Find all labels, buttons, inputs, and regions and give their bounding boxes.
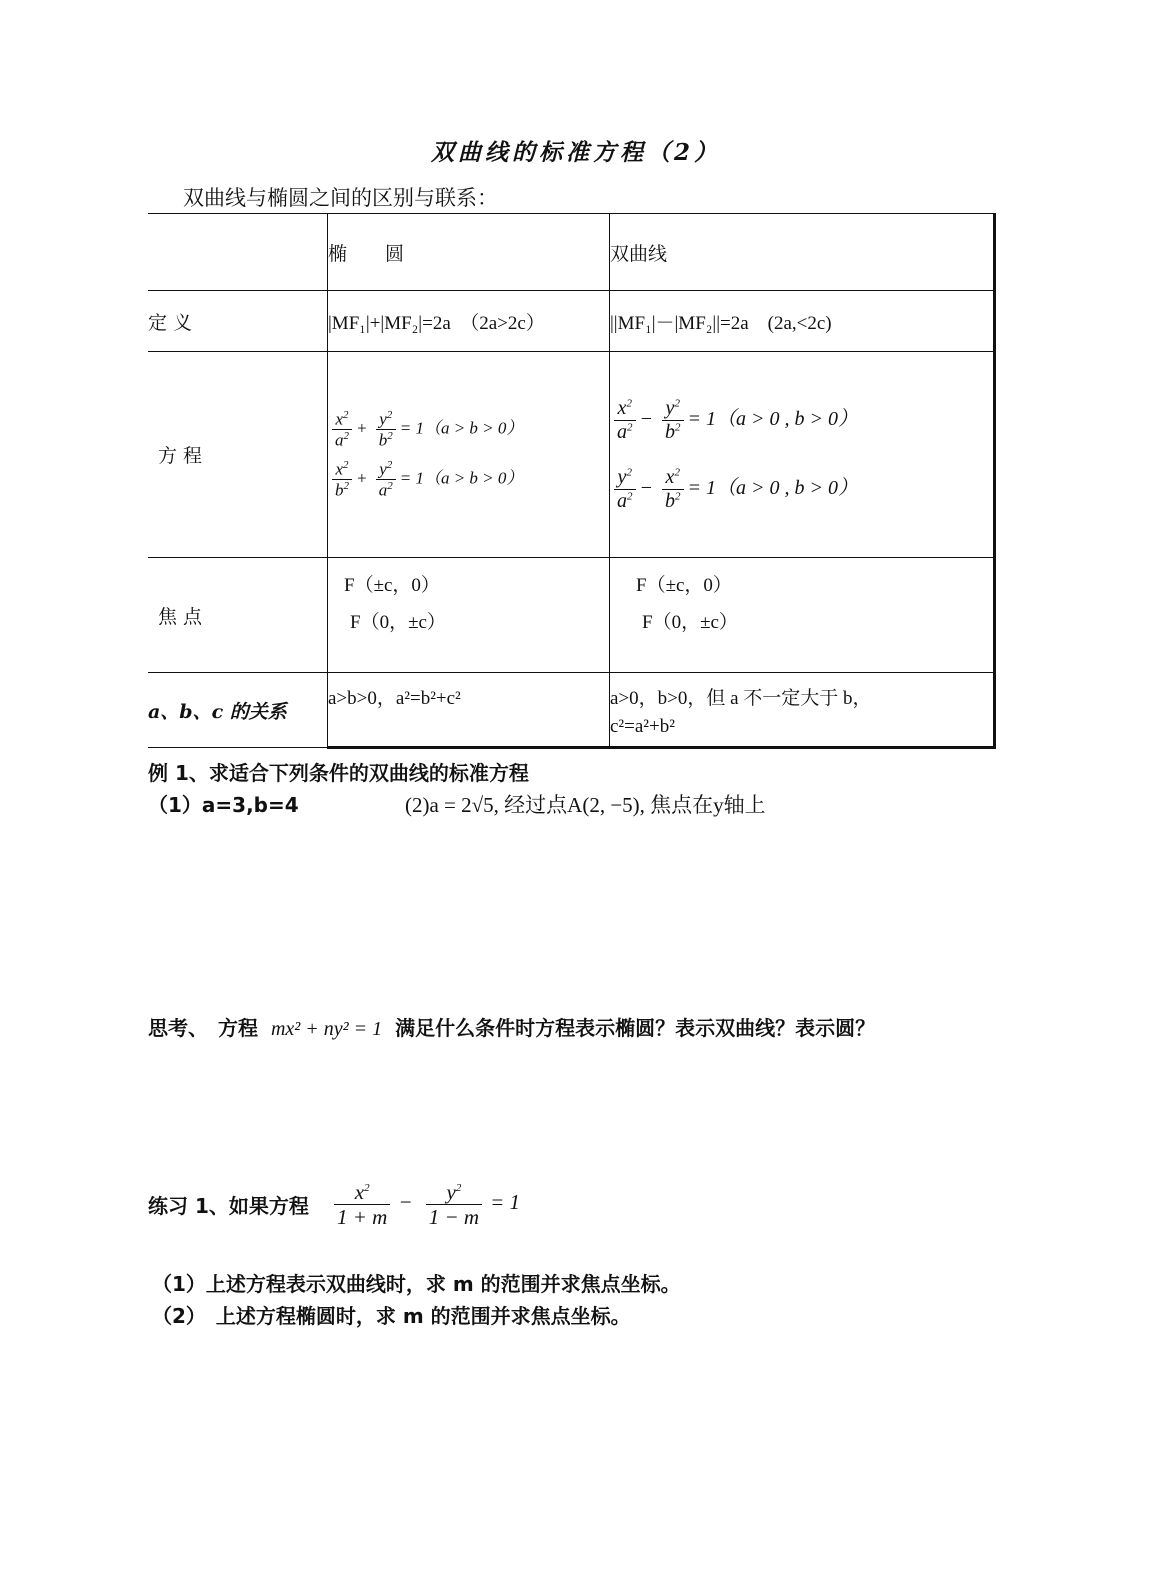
focus-ellipse-2: F（0，±c） (350, 612, 446, 633)
thinking-suffix: 满足什么条件时方程表示椭圆？表示双曲线？表示圆？ (395, 1016, 876, 1040)
fraction: $\frac{x^2}{b^2}$ (662, 466, 684, 513)
row-label-equation (148, 352, 328, 558)
exercise-q2: （2） 上述方程椭圆时，求 m 的范围并求焦点坐标。 (152, 1304, 631, 1328)
header-hyperbola (610, 214, 995, 291)
comparison-table (148, 213, 996, 749)
definition-hyperbola-text: ||MF₁|－|MF₂||=2a (2a,<2c) (610, 312, 832, 334)
fraction: $\frac{y^2}{1 - m}$ (426, 1180, 482, 1229)
fraction: $\frac{x^2}{1 + m}$ (334, 1180, 390, 1229)
header-hyperbola-label: 双曲线 (610, 242, 668, 265)
focus-ellipse-1: F（±c，0） (344, 575, 440, 596)
ellipse-eq-2: $\frac{x^2}{b^2}$ + $\frac{y^2}{a^2}$ = 1（a > b > 0） (328, 459, 609, 500)
example-part1: （1）a=3,b=4 (148, 793, 299, 817)
thinking-equation: mx² + ny² = 1 (270, 1018, 383, 1040)
fraction: $\frac{y^2}{a^2}$ (376, 459, 396, 500)
fraction: $\frac{y^2}{b^2}$ (376, 409, 396, 450)
row-label-text: 焦 点 (158, 605, 203, 628)
fraction: $\frac{x^2}{a^2}$ (332, 409, 352, 450)
page-title: 双曲线的标准方程（2） (430, 139, 721, 166)
fraction: $\frac{y^2}{a^2}$ (614, 466, 636, 513)
row-label-relation (148, 673, 328, 748)
row-label-text: 定 义 (148, 311, 193, 334)
fraction: $\frac{x^2}{a^2}$ (614, 397, 636, 444)
header-ellipse (328, 214, 610, 291)
thinking-prefix: 思考、 方程 (148, 1016, 258, 1040)
example-heading: 例 1、求适合下列条件的双曲线的标准方程 (148, 761, 529, 785)
relation-ellipse (328, 673, 610, 748)
definition-ellipse-text: |MF₁|+|MF₂|=2a （2a>2c） (328, 312, 545, 334)
fraction: $\frac{x^2}{b^2}$ (332, 459, 352, 500)
exercise-prefix: 练习 1、如果方程 (148, 1194, 309, 1219)
exercise-q1: （1）上述方程表示双曲线时，求 m 的范围并求焦点坐标。 (152, 1272, 681, 1296)
focus-ellipse (328, 558, 610, 673)
row-label-text: 方 程 (158, 445, 203, 467)
thinking-question (148, 1012, 875, 1041)
header-ellipse-label: 椭 圆 (328, 242, 405, 265)
table-row (148, 352, 995, 558)
table-row (148, 673, 995, 748)
table-header-row (148, 214, 995, 291)
example-part2: (2)a = 2√5, 经过点A(2, −5), 焦点在y轴上 (405, 793, 766, 817)
relation-ellipse-text: a>b>0，a²=b²+c² (328, 688, 461, 709)
focus-hyperbola (610, 558, 995, 673)
ellipse-eq-1: $\frac{x^2}{a^2}$ + $\frac{y^2}{b^2}$ = 1（a > b > 0） (328, 409, 609, 450)
equation-hyperbola (610, 352, 995, 558)
exercise-statement (148, 1180, 520, 1229)
table-row (148, 291, 995, 352)
focus-hyperbola-1: F（±c，0） (636, 575, 732, 596)
definition-ellipse (328, 291, 610, 352)
fraction: $\frac{y^2}{b^2}$ (662, 397, 684, 444)
equation-ellipse (328, 352, 610, 558)
relation-hyperbola (610, 673, 995, 748)
relation-hyperbola-line1: a>0，b>0，但 a 不一定大于 b， (610, 688, 872, 709)
row-label-text: a、b、c 的关系 (148, 700, 287, 723)
hyperbola-eq-1: $\frac{x^2}{a^2}$ − $\frac{y^2}{b^2}$ = 1（a > 0 , b > 0） (610, 397, 993, 444)
hyperbola-eq-2: $\frac{y^2}{a^2}$ − $\frac{x^2}{b^2}$ = 1（a > 0 , b > 0） (610, 466, 993, 513)
definition-hyperbola (610, 291, 995, 352)
row-label-focus (148, 558, 328, 673)
relation-hyperbola-line2: c²=a²+b² (610, 716, 675, 737)
header-empty-cell (148, 214, 328, 291)
row-label-definition (148, 291, 328, 352)
exercise-equation: $\frac{x^2}{1 + m}$ − $\frac{y^2}{1 - m}$ = 1 (326, 1190, 520, 1214)
intro-text: 双曲线与椭圆之间的区别与联系： (183, 186, 498, 210)
focus-hyperbola-2: F（0，±c） (642, 612, 738, 633)
table-row (148, 558, 995, 673)
